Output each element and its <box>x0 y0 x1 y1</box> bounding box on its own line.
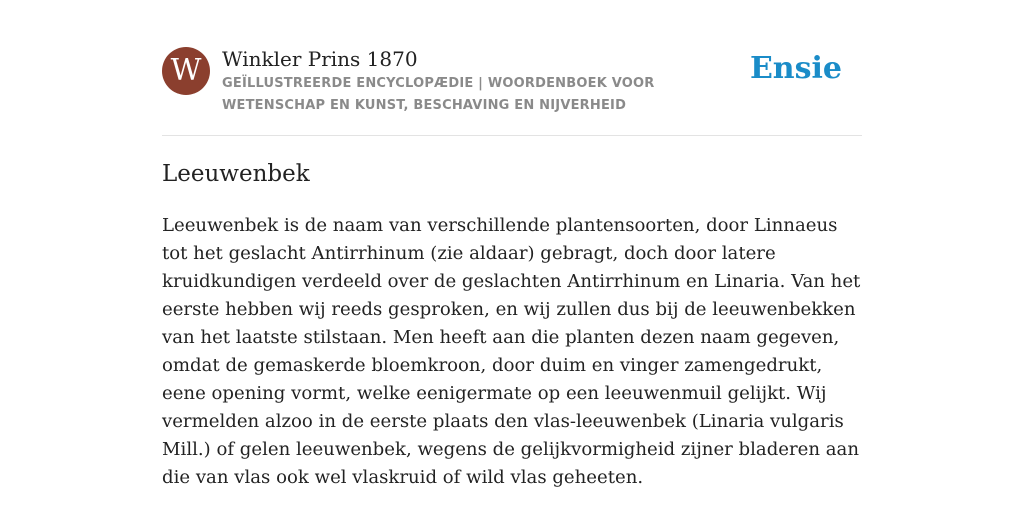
source-header <box>162 43 862 135</box>
entry-body: Leeuwenbek is de naam van verschillende plantensoorten, door Linnaeus tot het geslacht Antirrhinum (zie aldaar) gebragt, doch door latere kruidkundigen verdeeld over de geslachten Antirrhinum en Linaria. Van het eerste hebben wij reeds gesproken, en wij zullen dus bij de leeuwenbekken van het laatste stilstaan. Men heeft aan die planten dezen naam gegeven, omdat de gemaskerde bloemkroon, door duim en vinger zamengedrukt, eene opening vormt, welke eenigermate op een leeuwenmuil gelijkt. Wij vermelden alzoo in de eerste plaats den vlas-leeuwenbek (Linaria vulgaris Mill.) of gelen leeuwenbek, wegens de gelijkvormigheid zijner bladeren aan die van vlas ook wel vlaskruid of wild vlas geheeten. <box>162 215 861 488</box>
ensie-logo[interactable]: Ensie <box>749 51 842 86</box>
source-avatar[interactable]: W <box>162 47 210 95</box>
entry-title: Leeuwenbek <box>162 161 310 187</box>
source-title[interactable]: Winkler Prins 1870 <box>222 47 418 71</box>
source-subtitle: GEÏLLUSTREERDE ENCYCLOPÆDIE | WOORDENBOEK VOOR WETENSCHAP EN KUNST, BESCHAVING EN NIJVERHEID <box>222 76 655 113</box>
header-divider <box>162 135 862 136</box>
